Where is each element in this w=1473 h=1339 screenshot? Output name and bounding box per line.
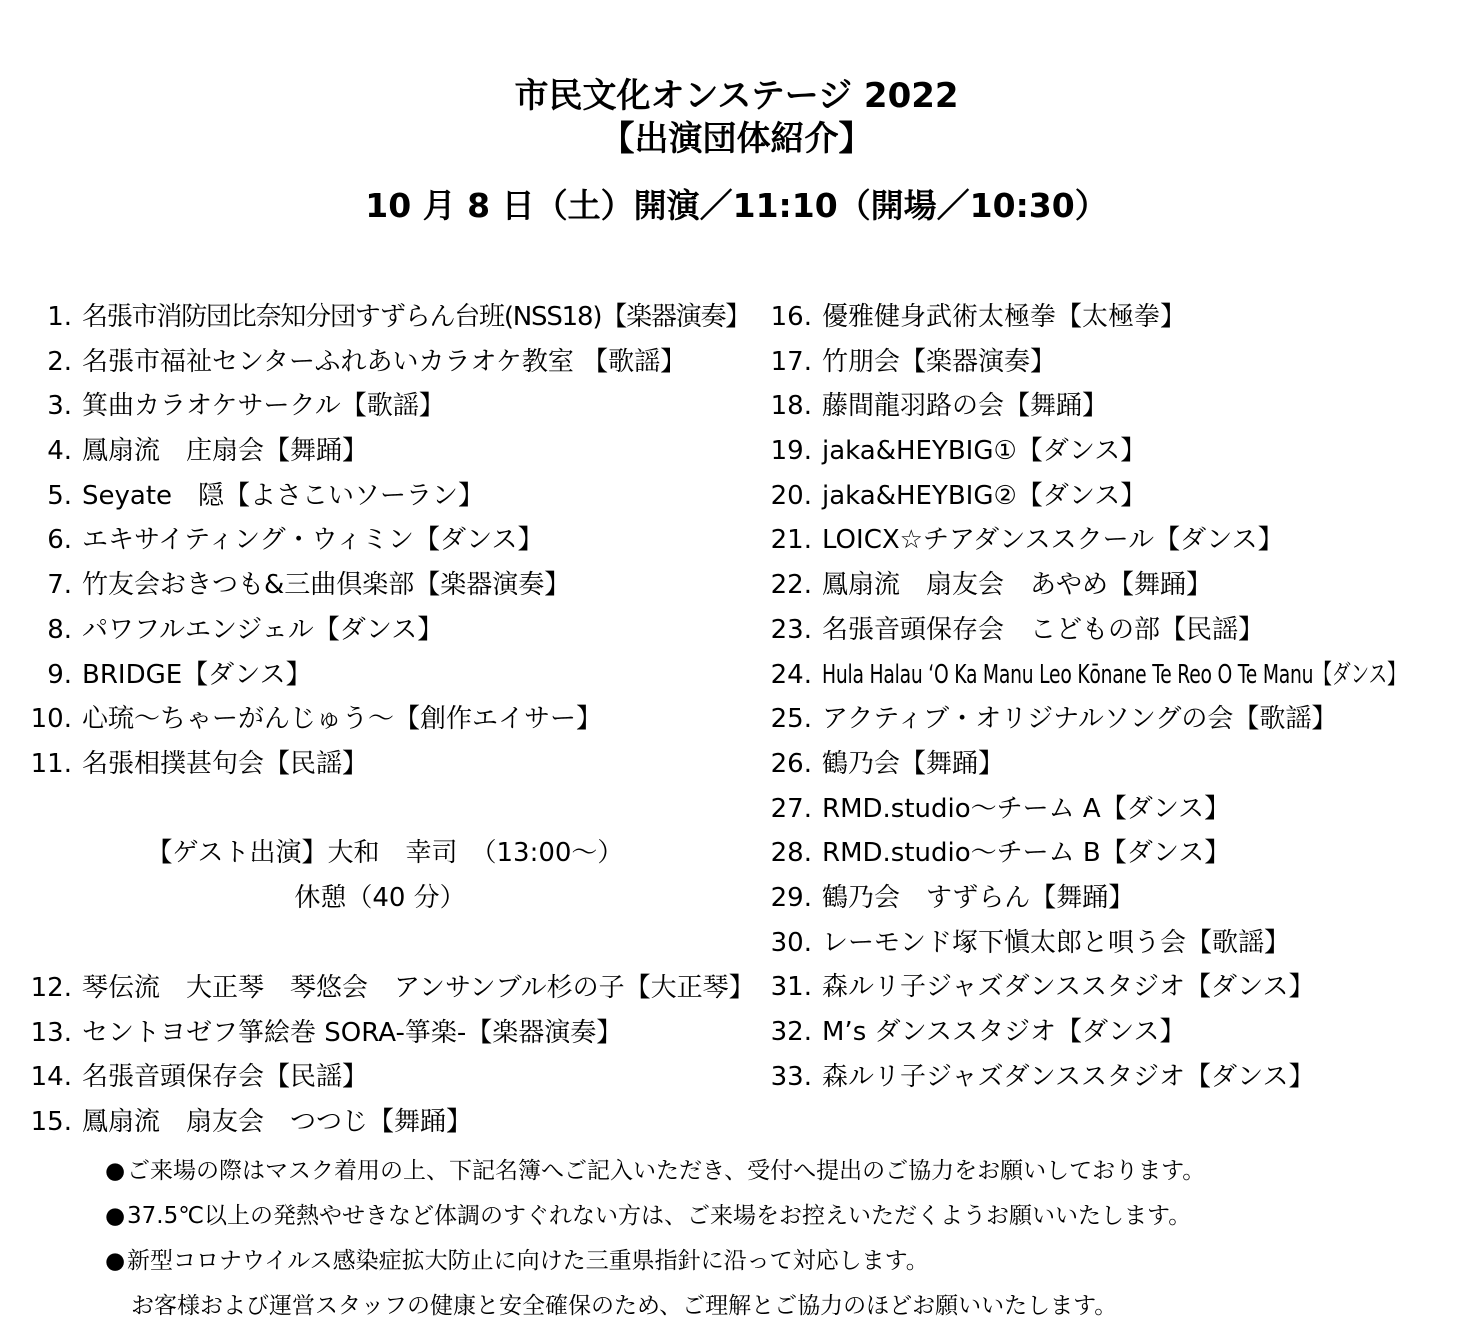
- list-item: [740, 474, 1460, 519]
- item-number: 20.: [770, 480, 812, 511]
- group-name: 鶴乃会【舞踊】: [822, 748, 1005, 779]
- list-item: [0, 1100, 760, 1145]
- item-number: 18.: [770, 391, 812, 422]
- list-item: [0, 429, 760, 474]
- list-item: [740, 697, 1460, 742]
- group-name: エキサイティング・ウィミン【ダンス】: [82, 525, 544, 556]
- group-name: 鶴乃会 すずらん【舞踊】: [822, 882, 1135, 913]
- list-item: [740, 518, 1460, 563]
- notice-continuation: お客様および運営スタッフの健康と安全確保のため、ご理解とご協力のほどお願いいたします。: [131, 1293, 1118, 1319]
- list-item: [740, 965, 1460, 1010]
- group-name: アクティブ・オリジナルソングの会【歌謡】: [822, 704, 1338, 735]
- list-item: [740, 787, 1460, 832]
- list-item: [0, 384, 760, 429]
- event-date-time: 10 月 8 日（土）開演／11:10（開場／10:30）: [365, 186, 1108, 225]
- notice-text: 新型コロナウイルス感染症拡大防止に向けた三重県指針に沿って対応します。: [127, 1248, 929, 1274]
- item-number: 23.: [770, 614, 812, 645]
- list-item: [740, 742, 1460, 787]
- item-number: 8.: [47, 614, 72, 645]
- group-name: 竹友会おきつも&三曲倶楽部【楽器演奏】: [82, 570, 571, 601]
- item-number: 21.: [770, 525, 812, 556]
- group-name: 心琉～ちゃーがんじゅう～【創作エイサー】: [82, 704, 603, 735]
- group-name: パワフルエンジェル【ダンス】: [82, 614, 444, 645]
- list-item: [0, 1055, 760, 1100]
- item-number: 13.: [30, 1017, 72, 1048]
- group-name: M’s ダンススタジオ【ダンス】: [822, 1017, 1186, 1047]
- list-item: [0, 697, 760, 742]
- item-number: 4.: [47, 436, 72, 467]
- list-item: [740, 831, 1460, 876]
- list-item: [740, 563, 1460, 608]
- item-number: 28.: [770, 838, 812, 869]
- list-item: [740, 921, 1460, 966]
- notice-section: [105, 1149, 1445, 1329]
- list-item: [740, 295, 1460, 340]
- intermission-break: 休憩（40 分）: [294, 883, 466, 913]
- group-name: 竹朋会【楽器演奏】: [822, 346, 1057, 377]
- page-title: 市民文化オンステージ 2022: [514, 76, 959, 116]
- item-number: 33.: [770, 1061, 812, 1092]
- item-number: 26.: [770, 748, 812, 779]
- item-number: 11.: [30, 748, 72, 779]
- item-number: 6.: [47, 525, 72, 556]
- group-name: 琴伝流 大正琴 琴悠会 アンサンブル杉の子【大正琴】: [82, 973, 755, 1003]
- list-item: [740, 1010, 1460, 1055]
- item-number: 7.: [47, 570, 72, 601]
- group-name: Hula Halau ʻO Ka Manu Leo Kōnane Te Reo O Te Manu【ダンス】: [822, 659, 1406, 690]
- notice-text: 37.5℃以上の発熱やせきなど体調のすぐれない方は、ご来場をお控えいただくようお願いいたします。: [127, 1203, 1192, 1229]
- item-number: 16.: [770, 302, 812, 332]
- list-item: [0, 608, 760, 653]
- item-number: 31.: [770, 972, 812, 1003]
- list-item: [740, 653, 1460, 698]
- program-list-right: [740, 295, 1460, 1099]
- group-name: 鳳扇流 扇友会 つつじ【舞踊】: [82, 1107, 473, 1138]
- list-item: [0, 1011, 760, 1056]
- group-name: RMD.studio～チーム A【ダンス】: [822, 793, 1231, 824]
- item-number: 12.: [30, 973, 72, 1003]
- guest-performance: 【ゲスト出演】大和 幸司 （13:00～）: [146, 838, 624, 868]
- list-item: [0, 474, 760, 519]
- list-item: [0, 518, 760, 563]
- item-number: 17.: [770, 346, 812, 377]
- group-name: 鳳扇流 扇友会 あやめ【舞踊】: [822, 570, 1213, 601]
- item-number: 15.: [30, 1107, 72, 1138]
- group-name: セントヨゼフ箏絵巻 SORA-箏楽-【楽器演奏】: [82, 1017, 623, 1048]
- group-name: 鳳扇流 庄扇会【舞踊】: [82, 436, 369, 467]
- group-name: 森ルリ子ジャズダンススタジオ【ダンス】: [822, 972, 1315, 1003]
- group-name: 名張市福祉センターふれあいカラオケ教室 【歌謡】: [82, 346, 687, 377]
- list-item: [740, 384, 1460, 429]
- group-name: 箕曲カラオケサークル【歌謡】: [82, 391, 445, 422]
- item-number: 1.: [47, 302, 72, 332]
- item-number: 14.: [30, 1062, 72, 1093]
- group-name: レーモンド塚下愼太郎と唄う会【歌謡】: [822, 927, 1291, 958]
- item-number: 2.: [47, 346, 72, 377]
- list-item: [740, 340, 1460, 385]
- item-number: 10.: [30, 704, 72, 735]
- list-item: [740, 608, 1460, 653]
- group-name: jaka&HEYBIG①【ダンス】: [822, 436, 1147, 467]
- item-number: 5.: [47, 480, 72, 511]
- item-number: 29.: [770, 882, 812, 913]
- notice-item: [105, 1194, 1445, 1239]
- item-number: 25.: [770, 704, 812, 735]
- group-name: 藤間龍羽路の会【舞踊】: [822, 391, 1109, 422]
- page-subtitle: 【出演団体紹介】: [600, 119, 873, 159]
- notice-item: [105, 1149, 1445, 1194]
- list-item: [0, 653, 760, 698]
- list-item: [740, 876, 1460, 921]
- bullet-icon: ●: [105, 1203, 126, 1229]
- item-number: 9.: [47, 659, 72, 690]
- list-item: [0, 563, 760, 608]
- list-item: [0, 966, 760, 1011]
- group-name: 優雅健身武術太極拳【太極拳】: [822, 302, 1187, 332]
- group-name: 森ルリ子ジャズダンススタジオ【ダンス】: [822, 1061, 1315, 1092]
- group-name: 名張相撲甚句会【民謡】: [82, 748, 369, 779]
- item-number: 3.: [47, 391, 72, 422]
- notice-text: ご来場の際はマスク着用の上、下記名簿へご記入いただき、受付へ提出のご協力をお願いしております。: [127, 1158, 1206, 1184]
- item-number: 22.: [770, 570, 812, 601]
- item-number: 24.: [770, 659, 812, 690]
- list-item: [0, 340, 760, 385]
- group-name: LOICX☆チアダンススクール【ダンス】: [822, 525, 1284, 556]
- list-item: [0, 742, 760, 787]
- group-name: jaka&HEYBIG②【ダンス】: [822, 480, 1147, 511]
- group-name: 名張市消防団比奈知分団すずらん台班(NSS18)【楽器演奏】: [82, 302, 751, 332]
- item-number: 19.: [770, 436, 812, 467]
- item-number: 32.: [770, 1017, 812, 1047]
- group-name: BRIDGE【ダンス】: [82, 659, 312, 690]
- list-item: [740, 429, 1460, 474]
- group-name: 名張音頭保存会 こどもの部【民謡】: [822, 614, 1265, 645]
- item-number: 27.: [770, 793, 812, 824]
- group-name: Seyate 隠【よさこいソーラン】: [82, 480, 485, 511]
- item-number: 30.: [770, 927, 812, 958]
- list-item: [740, 1055, 1460, 1100]
- bullet-icon: ●: [105, 1248, 126, 1274]
- group-name: 名張音頭保存会【民謡】: [82, 1062, 369, 1093]
- notice-item: [105, 1239, 1445, 1284]
- program-list-left-second: [0, 966, 760, 1145]
- program-list-left-first: [0, 295, 760, 787]
- bullet-icon: ●: [105, 1158, 126, 1184]
- list-item: [0, 295, 760, 340]
- group-name: RMD.studio～チーム B【ダンス】: [822, 838, 1231, 869]
